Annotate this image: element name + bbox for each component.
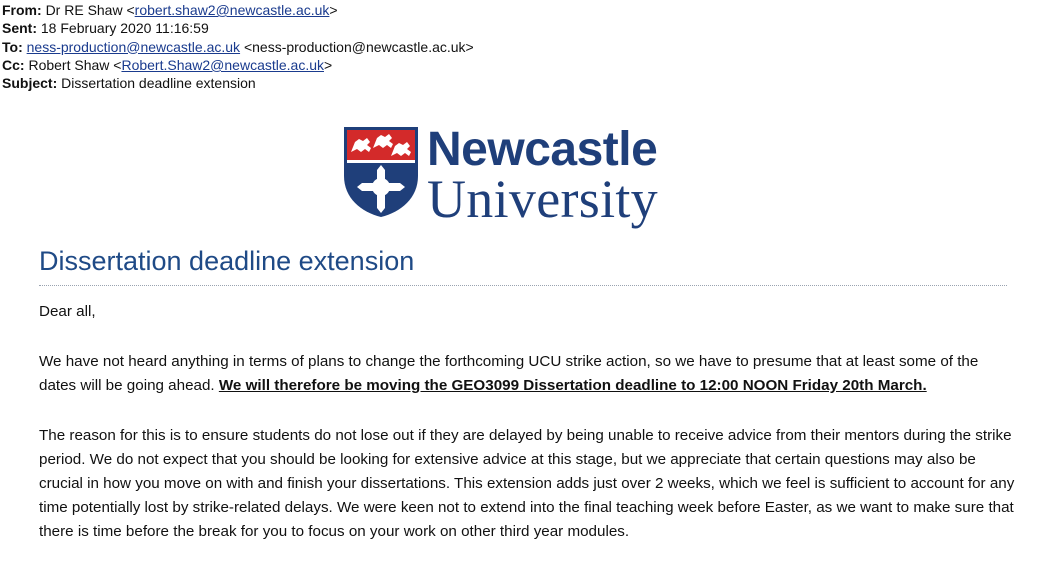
cc-address-link[interactable]: Robert.Shaw2@newcastle.ac.uk [121, 56, 324, 73]
message-title: Dissertation deadline extension [39, 246, 415, 276]
deadline-announcement: We will therefore be moving the GEO3099 Dissertation deadline to 12:00 NOON Friday 20th March. [218, 377, 927, 394]
logo-wordmark [427, 123, 658, 229]
subject-row [2, 74, 474, 92]
subject-label: Subject: [2, 75, 58, 92]
paragraph-2: The reason for this is to ensure students do not lose out if they are delayed by being unable to receive advice from their mentors during the strike period. We do not expect that you should be looking for extensive advice at this stage, but we appreciate that certain questions may also be crucial in how you move on with and finish your dissertations. This extension adds just over 2 weeks, which we feel is sufficient to account for any time potentially lost by strike-related delays. We were keen not to extend into the final teaching week before Easter, as we want to make sure that there is time before the break for you to focus on your work on other third year modules. [39, 427, 1015, 540]
to-row [2, 38, 474, 56]
cc-row [2, 56, 474, 74]
to-rest: <ness-production@newcastle.ac.uk> [240, 38, 474, 55]
from-address-link[interactable]: robert.shaw2@newcastle.ac.uk [134, 2, 330, 18]
sent-row [2, 19, 474, 37]
from-name: Dr RE Shaw < [45, 2, 135, 18]
greeting: Dear all, [39, 303, 96, 320]
university-logo [343, 123, 703, 230]
from-end: > [329, 2, 338, 18]
cc-end: > [324, 56, 333, 73]
logo-line-2: University [427, 169, 658, 229]
cc-name: Robert Shaw < [28, 56, 122, 73]
paragraph-1 [39, 350, 1019, 398]
from-row [2, 1, 474, 19]
sent-value: 18 February 2020 11:16:59 [40, 20, 209, 37]
subject-value: Dissertation deadline extension [61, 75, 256, 92]
title-divider [39, 285, 1007, 286]
email-headers [2, 1, 474, 92]
to-address-link[interactable]: ness-production@newcastle.ac.uk [26, 38, 241, 55]
shield-icon [343, 126, 419, 218]
from-label: From: [2, 2, 42, 18]
to-label: To: [2, 38, 23, 55]
cc-label: Cc: [2, 56, 25, 73]
logo-line-1: Newcastle [427, 123, 658, 176]
paragraph-1-text: We have not heard anything in terms of plans to change the forthcoming UCU strike action, so we have to presume that at least some of the dates will be going ahead. [39, 353, 979, 394]
sent-label: Sent: [2, 20, 37, 37]
